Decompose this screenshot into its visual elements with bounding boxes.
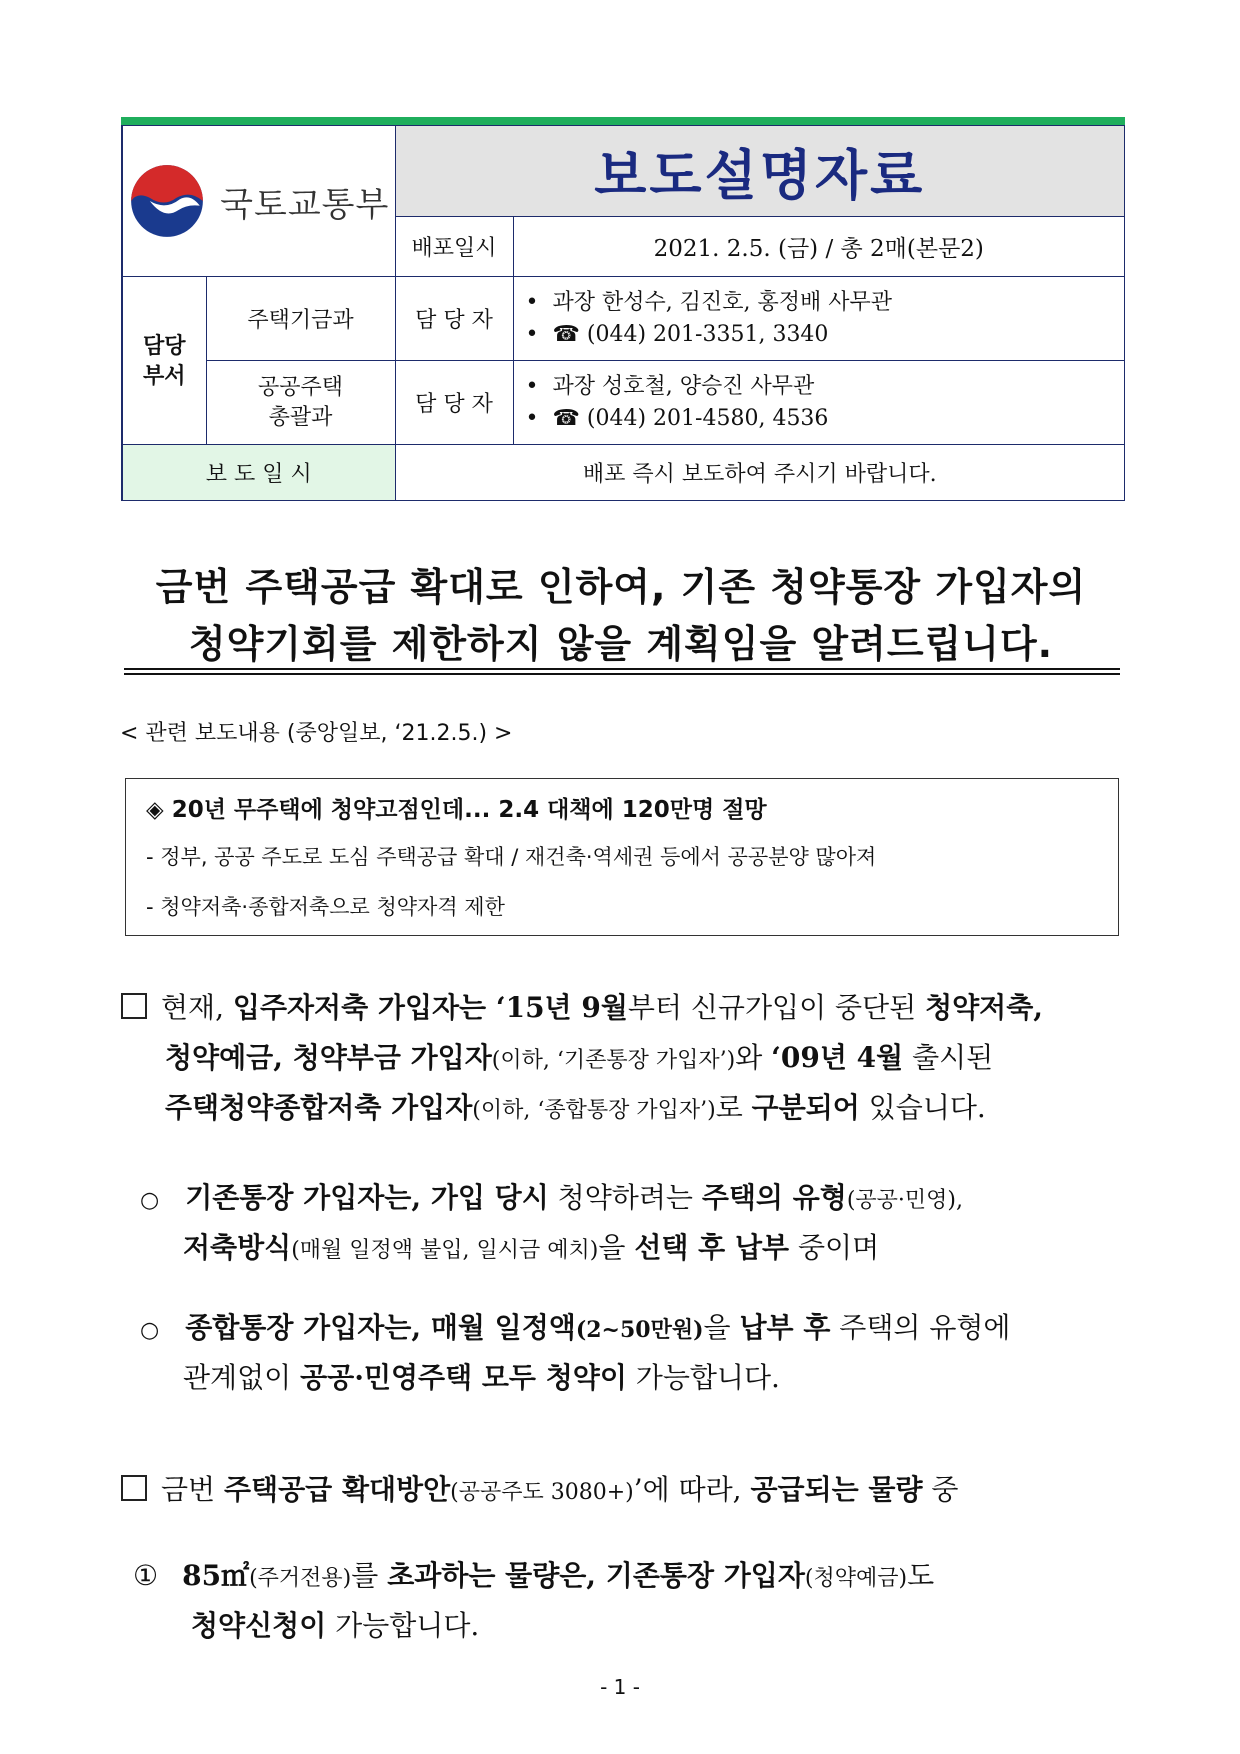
release-date: 2021. 2.5. (금) / 총 2매(본문2) bbox=[513, 217, 1124, 277]
dept-group-label-1: 담당 bbox=[142, 332, 186, 359]
item-1-line-2 bbox=[191, 1604, 479, 1644]
text-fragment: 저축방식 bbox=[183, 1231, 292, 1264]
text-fragment: 청약저축, bbox=[925, 991, 1044, 1024]
text-fragment: 기존통장 가입자는, 가입 당시 bbox=[185, 1181, 549, 1214]
text-fragment: 청약신청이 bbox=[191, 1609, 327, 1642]
report-time-value: 배포 즉시 보도하여 주시기 바랍니다. bbox=[395, 445, 1124, 501]
headline-rule bbox=[124, 668, 1120, 670]
role-label-1: 담 당 자 bbox=[395, 277, 513, 361]
related-news-sub-1: - 정부, 공공 주도로 도심 주택공급 확대 / 재건축·역세권 등에서 공공분양 많아져 bbox=[146, 845, 877, 869]
text-fragment: 초과하는 물량은, 기존통장 가입자 bbox=[387, 1559, 805, 1592]
text-fragment: ‘09년 4월 bbox=[771, 1041, 904, 1074]
contact-cell-2 bbox=[513, 361, 1124, 445]
text-fragment: 을 bbox=[598, 1231, 635, 1264]
text-fragment: (이하, ‘기존통장 가입자’) bbox=[491, 1048, 736, 1073]
item-1-line-1 bbox=[133, 1554, 934, 1594]
section-1-line-2 bbox=[165, 1036, 993, 1076]
related-news-title: ◈ 20년 무주택에 청약고점인데... 2.4 대책에 120만명 절망 bbox=[146, 797, 767, 823]
text-fragment: 선택 후 납부 bbox=[634, 1231, 790, 1264]
contact-names-2: 과장 성호철, 양승진 사무관 bbox=[552, 373, 815, 399]
text-fragment: 청약예금, 청약부금 가입자 bbox=[165, 1041, 492, 1074]
ministry-name: 국토교통부 bbox=[220, 184, 390, 225]
section-1-line-1 bbox=[121, 986, 1043, 1026]
text-fragment: 납부 후 bbox=[739, 1311, 831, 1344]
headline-line-1: 금번 주택공급 확대로 인하여, 기존 청약통장 가입자의 bbox=[155, 565, 1087, 609]
text-fragment: 출시된 bbox=[903, 1041, 994, 1074]
dept-name-2-line-1: 공공주택 bbox=[258, 374, 344, 400]
contact-names-1: 과장 한성수, 김진호, 홍정배 사무관 bbox=[552, 289, 892, 315]
logo-cell bbox=[122, 126, 395, 277]
text-fragment: 가능합니다. bbox=[626, 1361, 780, 1394]
text-fragment: 로 bbox=[715, 1091, 752, 1124]
circled-number-1: ① bbox=[133, 1559, 159, 1592]
phone-number-2: (044) 201-4580, 4536 bbox=[586, 405, 829, 431]
text-fragment: 부터 신규가입이 중단된 bbox=[627, 991, 926, 1024]
related-news-label: < 관련 보도내용 (중앙일보, ‘21.2.5.) > bbox=[120, 721, 513, 746]
text-fragment: (2~50만원) bbox=[575, 1317, 704, 1343]
checkbox-square-icon bbox=[121, 1475, 147, 1501]
text-fragment: 관계없이 bbox=[183, 1361, 301, 1394]
dept-name-1: 주택기금과 bbox=[206, 277, 395, 361]
dept-group-label bbox=[122, 277, 206, 445]
doc-type-cell bbox=[395, 126, 1124, 217]
text-fragment: (공공주도 3080+) bbox=[450, 1480, 634, 1505]
phone-row-2: • ☎ (044) 201-4580, 4536 bbox=[525, 405, 829, 431]
phone-row-1: • ☎ (044) 201-3351, 3340 bbox=[525, 321, 829, 347]
text-fragment: 중 bbox=[922, 1473, 959, 1506]
section-2-line-1 bbox=[121, 1468, 958, 1508]
contact-cell-1 bbox=[513, 277, 1124, 361]
text-fragment: 구분되어 bbox=[751, 1091, 860, 1124]
dept-name-2 bbox=[206, 361, 395, 445]
phone-icon: ☎ bbox=[552, 405, 580, 431]
text-fragment: 을 bbox=[703, 1311, 740, 1344]
role-label-2: 담 당 자 bbox=[395, 361, 513, 445]
text-fragment: 주택의 유형에 bbox=[830, 1311, 1011, 1344]
dept-name-2-line-2: 총괄과 bbox=[268, 404, 333, 430]
text-fragment: 주택의 유형 bbox=[701, 1181, 847, 1214]
circle-bullet-icon: ○ bbox=[140, 1318, 160, 1343]
phone-number-1: (044) 201-3351, 3340 bbox=[586, 321, 829, 347]
text-fragment: 중이며 bbox=[789, 1231, 880, 1264]
phone-icon: ☎ bbox=[552, 321, 580, 347]
text-fragment: 를 bbox=[351, 1559, 388, 1592]
report-time-label: 보 도 일 시 bbox=[122, 445, 395, 501]
text-fragment: 입주자저축 가입자는 ‘15년 9월 bbox=[232, 991, 628, 1024]
text-fragment: ’에 따라, bbox=[633, 1473, 751, 1506]
related-news-box bbox=[125, 778, 1119, 936]
bullet-1-line-1 bbox=[140, 1176, 963, 1216]
bullet-2-line-1 bbox=[140, 1306, 1010, 1346]
text-fragment: (공공·민영), bbox=[846, 1188, 963, 1213]
text-fragment: 있습니다. bbox=[859, 1091, 986, 1124]
release-label: 배포일시 bbox=[395, 217, 513, 277]
contact-names-row-2: • 과장 성호철, 양승진 사무관 bbox=[525, 373, 815, 399]
text-fragment: 가능합니다. bbox=[326, 1609, 480, 1642]
circle-bullet-icon: ○ bbox=[140, 1188, 160, 1213]
contact-names-row-1: • 과장 한성수, 김진호, 홍정배 사무관 bbox=[525, 289, 892, 315]
text-fragment: 85㎡ bbox=[182, 1559, 250, 1592]
text-fragment: 주택공급 확대방안 bbox=[224, 1473, 451, 1506]
text-fragment: 공공·민영주택 모두 청약이 bbox=[300, 1361, 627, 1394]
headline-line-2: 청약기회를 제한하지 않을 계획임을 알려드립니다. bbox=[188, 622, 1054, 666]
bullet-2-line-2 bbox=[183, 1356, 780, 1396]
text-fragment: 금번 bbox=[161, 1473, 224, 1506]
press-header-table bbox=[121, 125, 1125, 501]
text-fragment: 와 bbox=[735, 1041, 772, 1074]
checkbox-square-icon bbox=[121, 993, 147, 1019]
bullet-1-line-2 bbox=[183, 1226, 879, 1266]
text-fragment: 공급되는 물량 bbox=[750, 1473, 923, 1506]
section-1-line-3 bbox=[165, 1086, 986, 1126]
government-emblem-icon bbox=[128, 162, 206, 240]
header-top-bar bbox=[121, 117, 1125, 125]
text-fragment: (매월 일정액 불입, 일시금 예치) bbox=[291, 1238, 599, 1263]
text-fragment: (주거전용) bbox=[249, 1566, 352, 1591]
text-fragment: 주택청약종합저축 가입자 bbox=[165, 1091, 473, 1124]
text-fragment: (청약예금) bbox=[804, 1566, 908, 1591]
page-number: - 1 - bbox=[600, 1675, 640, 1699]
headline-rule bbox=[124, 673, 1120, 675]
related-news-sub-2: - 청약저축·종합저축으로 청약자격 제한 bbox=[146, 895, 505, 919]
text-fragment: 도 bbox=[907, 1559, 935, 1592]
text-fragment: 종합통장 가입자는, 매월 일정액 bbox=[185, 1311, 576, 1344]
text-fragment: (이하, ‘종합통장 가입자’) bbox=[472, 1098, 716, 1123]
text-fragment: 현재, bbox=[161, 991, 233, 1024]
doc-type-title: 보도설명자료 bbox=[594, 143, 926, 207]
dept-group-label-2: 부서 bbox=[142, 362, 186, 389]
text-fragment: 청약하려는 bbox=[548, 1181, 702, 1214]
